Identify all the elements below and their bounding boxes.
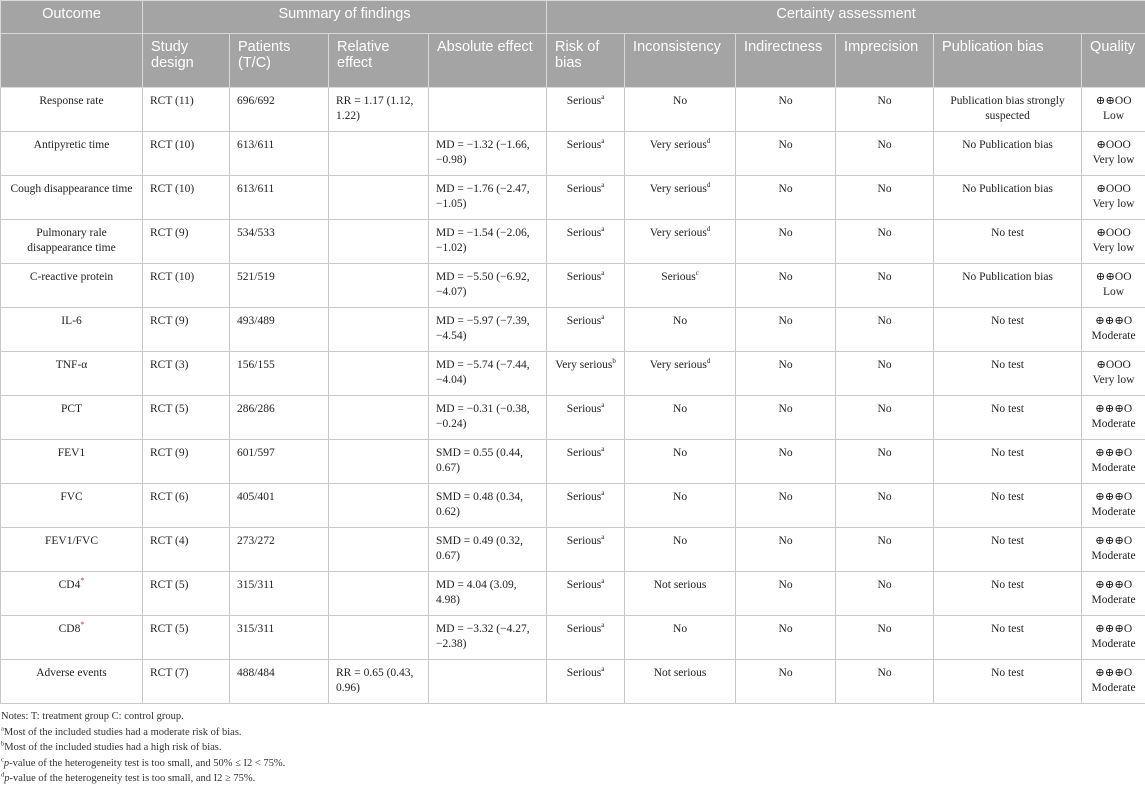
risk-of-bias-footnote: a	[601, 533, 604, 541]
quality-label: Moderate	[1089, 593, 1138, 608]
cell-outcome	[1, 264, 143, 308]
cell-outcome	[1, 572, 143, 616]
cell-inconsistency	[625, 440, 736, 484]
quality-symbols: ⊕⊕⊕O	[1089, 666, 1138, 681]
risk-of-bias-text: Serious	[567, 491, 602, 503]
risk-of-bias-text: Serious	[567, 667, 602, 679]
cell-study-design: RCT (11)	[143, 88, 230, 132]
table-row	[1, 220, 1145, 264]
cell-indirectness: No	[736, 176, 836, 220]
cell-quality	[1082, 440, 1145, 484]
cell-publication-bias: No test	[934, 616, 1082, 660]
header-absolute-effect: Absolute effect	[429, 34, 547, 88]
risk-of-bias-text: Serious	[567, 95, 602, 107]
inconsistency-footnote: d	[707, 181, 711, 189]
cell-quality	[1082, 528, 1145, 572]
cell-inconsistency	[625, 264, 736, 308]
cell-inconsistency	[625, 352, 736, 396]
table-notes	[0, 704, 1145, 787]
cell-inconsistency	[625, 88, 736, 132]
cell-outcome	[1, 352, 143, 396]
risk-of-bias-text: Serious	[567, 623, 602, 635]
cell-inconsistency	[625, 660, 736, 704]
risk-of-bias-text: Serious	[567, 271, 602, 283]
risk-of-bias-text: Serious	[567, 139, 602, 151]
header-quality: Quality	[1082, 34, 1145, 88]
cell-absolute-effect: SMD = 0.55 (0.44, 0.67)	[429, 440, 547, 484]
quality-label: Moderate	[1089, 505, 1138, 520]
risk-of-bias-footnote: a	[601, 401, 604, 409]
cell-absolute-effect: MD = −1.32 (−1.66, −0.98)	[429, 132, 547, 176]
cell-quality	[1082, 396, 1145, 440]
cell-patients: 315/311	[230, 572, 329, 616]
cell-patients: 613/611	[230, 132, 329, 176]
outcome-name: CD8	[59, 623, 81, 635]
header-indirectness: Indirectness	[736, 34, 836, 88]
cell-risk-of-bias	[547, 176, 625, 220]
outcome-name: Antipyretic time	[34, 139, 110, 151]
inconsistency-text: No	[673, 535, 687, 547]
inconsistency-text: No	[673, 403, 687, 415]
table-row	[1, 528, 1145, 572]
cell-patients: 534/533	[230, 220, 329, 264]
cell-risk-of-bias	[547, 132, 625, 176]
risk-of-bias-footnote: a	[601, 665, 604, 673]
cell-imprecision: No	[836, 176, 934, 220]
header-summary-of-findings: Summary of findings	[143, 1, 547, 34]
quality-label: Moderate	[1089, 417, 1138, 432]
quality-symbols: ⊕⊕OO	[1089, 94, 1138, 109]
inconsistency-footnote: d	[707, 137, 711, 145]
cell-outcome	[1, 484, 143, 528]
cell-indirectness: No	[736, 572, 836, 616]
quality-label: Very low	[1089, 153, 1138, 168]
cell-imprecision: No	[836, 396, 934, 440]
cell-imprecision: No	[836, 484, 934, 528]
cell-relative-effect	[329, 220, 429, 264]
cell-publication-bias: No Publication bias	[934, 264, 1082, 308]
inconsistency-text: No	[673, 447, 687, 459]
cell-quality	[1082, 220, 1145, 264]
cell-indirectness: No	[736, 440, 836, 484]
cell-outcome	[1, 660, 143, 704]
cell-absolute-effect: MD = −3.32 (−4.27, −2.38)	[429, 616, 547, 660]
inconsistency-text: No	[673, 623, 687, 635]
cell-study-design: RCT (10)	[143, 264, 230, 308]
cell-imprecision: No	[836, 528, 934, 572]
cell-study-design: RCT (4)	[143, 528, 230, 572]
cell-study-design: RCT (10)	[143, 176, 230, 220]
cell-relative-effect	[329, 528, 429, 572]
cell-patients: 405/401	[230, 484, 329, 528]
cell-publication-bias: No test	[934, 660, 1082, 704]
inconsistency-text: Very serious	[650, 227, 707, 239]
risk-of-bias-text: Serious	[567, 227, 602, 239]
cell-imprecision: No	[836, 440, 934, 484]
cell-risk-of-bias	[547, 660, 625, 704]
cell-quality	[1082, 660, 1145, 704]
note-b: $^b$Most of the included studies had a high risk of bias.	[1, 740, 1145, 756]
inconsistency-footnote: d	[707, 225, 711, 233]
cell-study-design: RCT (3)	[143, 352, 230, 396]
cell-publication-bias: No test	[934, 572, 1082, 616]
cell-absolute-effect: MD = 4.04 (3.09, 4.98)	[429, 572, 547, 616]
cell-publication-bias: No Publication bias	[934, 176, 1082, 220]
cell-study-design: RCT (5)	[143, 396, 230, 440]
cell-risk-of-bias	[547, 220, 625, 264]
cell-absolute-effect: MD = −5.97 (−7.39, −4.54)	[429, 308, 547, 352]
cell-absolute-effect: SMD = 0.48 (0.34, 0.62)	[429, 484, 547, 528]
cell-indirectness: No	[736, 308, 836, 352]
cell-imprecision: No	[836, 264, 934, 308]
cell-patients: 493/489	[230, 308, 329, 352]
table-row	[1, 396, 1145, 440]
risk-of-bias-footnote: a	[601, 621, 604, 629]
inconsistency-text: Very serious	[650, 139, 707, 151]
cell-absolute-effect: MD = −1.76 (−2.47, −1.05)	[429, 176, 547, 220]
cell-relative-effect: RR = 1.17 (1.12, 1.22)	[329, 88, 429, 132]
outcome-name: FVC	[60, 491, 82, 503]
quality-symbols: ⊕⊕⊕O	[1089, 446, 1138, 461]
quality-label: Moderate	[1089, 681, 1138, 696]
header-outcome-blank	[1, 34, 143, 88]
cell-imprecision: No	[836, 88, 934, 132]
outcome-name: PCT	[61, 403, 82, 415]
outcome-name: TNF-α	[56, 359, 88, 371]
cell-study-design: RCT (6)	[143, 484, 230, 528]
risk-of-bias-text: Serious	[567, 403, 602, 415]
header-publication-bias: Publication bias	[934, 34, 1082, 88]
quality-symbols: ⊕⊕⊕O	[1089, 534, 1138, 549]
quality-symbols: ⊕OOO	[1089, 358, 1138, 373]
cell-absolute-effect	[429, 660, 547, 704]
cell-indirectness: No	[736, 88, 836, 132]
cell-patients: 521/519	[230, 264, 329, 308]
outcome-name: CD4	[59, 579, 81, 591]
header-inconsistency: Inconsistency	[625, 34, 736, 88]
header-study-design: Study design	[143, 34, 230, 88]
cell-publication-bias: No test	[934, 308, 1082, 352]
quality-symbols: ⊕⊕⊕O	[1089, 314, 1138, 329]
cell-publication-bias: No test	[934, 484, 1082, 528]
quality-label: Moderate	[1089, 329, 1138, 344]
cell-relative-effect	[329, 176, 429, 220]
table-header	[1, 1, 1145, 88]
cell-inconsistency	[625, 132, 736, 176]
inconsistency-text: No	[673, 315, 687, 327]
cell-risk-of-bias	[547, 264, 625, 308]
cell-study-design: RCT (7)	[143, 660, 230, 704]
cell-outcome	[1, 440, 143, 484]
cell-study-design: RCT (10)	[143, 132, 230, 176]
cell-quality	[1082, 88, 1145, 132]
header-patients: Patients (T/C)	[230, 34, 329, 88]
risk-of-bias-footnote: a	[601, 313, 604, 321]
cell-quality	[1082, 308, 1145, 352]
outcome-marker: *	[80, 620, 84, 629]
cell-patients: 273/272	[230, 528, 329, 572]
risk-of-bias-footnote: a	[601, 269, 604, 277]
cell-outcome	[1, 616, 143, 660]
cell-patients: 696/692	[230, 88, 329, 132]
inconsistency-text: No	[673, 491, 687, 503]
cell-relative-effect	[329, 132, 429, 176]
quality-label: Moderate	[1089, 461, 1138, 476]
cell-inconsistency	[625, 616, 736, 660]
risk-of-bias-text: Serious	[567, 447, 602, 459]
risk-of-bias-text: Serious	[567, 579, 602, 591]
cell-absolute-effect	[429, 88, 547, 132]
cell-outcome	[1, 220, 143, 264]
cell-indirectness: No	[736, 352, 836, 396]
outcome-name: FEV1	[58, 447, 85, 459]
quality-label: Very low	[1089, 241, 1138, 256]
cell-risk-of-bias	[547, 352, 625, 396]
cell-quality	[1082, 352, 1145, 396]
cell-imprecision: No	[836, 660, 934, 704]
outcome-name: C-reactive protein	[30, 271, 113, 283]
cell-patients: 315/311	[230, 616, 329, 660]
cell-risk-of-bias	[547, 528, 625, 572]
cell-quality	[1082, 572, 1145, 616]
header-relative-effect: Relative effect	[329, 34, 429, 88]
table-row	[1, 440, 1145, 484]
quality-symbols: ⊕OOO	[1089, 138, 1138, 153]
cell-publication-bias: Publication bias strongly suspected	[934, 88, 1082, 132]
cell-indirectness: No	[736, 132, 836, 176]
risk-of-bias-footnote: a	[601, 577, 604, 585]
table-row	[1, 132, 1145, 176]
quality-symbols: ⊕⊕⊕O	[1089, 402, 1138, 417]
inconsistency-text: Serious	[661, 271, 696, 283]
cell-imprecision: No	[836, 616, 934, 660]
risk-of-bias-footnote: b	[612, 357, 616, 365]
cell-risk-of-bias	[547, 572, 625, 616]
cell-indirectness: No	[736, 484, 836, 528]
table-row	[1, 176, 1145, 220]
inconsistency-footnote: c	[696, 269, 699, 277]
cell-study-design: RCT (9)	[143, 220, 230, 264]
cell-absolute-effect: SMD = 0.49 (0.32, 0.67)	[429, 528, 547, 572]
risk-of-bias-footnote: a	[601, 489, 604, 497]
header-risk-of-bias: Risk of bias	[547, 34, 625, 88]
cell-study-design: RCT (5)	[143, 572, 230, 616]
table-row	[1, 88, 1145, 132]
cell-inconsistency	[625, 308, 736, 352]
cell-imprecision: No	[836, 308, 934, 352]
quality-label: Very low	[1089, 373, 1138, 388]
risk-of-bias-footnote: a	[601, 445, 604, 453]
cell-imprecision: No	[836, 572, 934, 616]
outcome-marker: *	[80, 576, 84, 585]
cell-relative-effect	[329, 616, 429, 660]
cell-outcome	[1, 132, 143, 176]
quality-label: Moderate	[1089, 637, 1138, 652]
cell-quality	[1082, 176, 1145, 220]
cell-relative-effect	[329, 396, 429, 440]
cell-risk-of-bias	[547, 396, 625, 440]
cell-quality	[1082, 264, 1145, 308]
quality-label: Moderate	[1089, 549, 1138, 564]
table-row	[1, 352, 1145, 396]
risk-of-bias-text: Serious	[567, 315, 602, 327]
cell-absolute-effect: MD = −5.74 (−7.44, −4.04)	[429, 352, 547, 396]
cell-absolute-effect: MD = −1.54 (−2.06, −1.02)	[429, 220, 547, 264]
cell-outcome	[1, 528, 143, 572]
quality-symbols: ⊕OOO	[1089, 182, 1138, 197]
cell-study-design: RCT (9)	[143, 308, 230, 352]
risk-of-bias-footnote: a	[601, 225, 604, 233]
cell-indirectness: No	[736, 264, 836, 308]
cell-quality	[1082, 616, 1145, 660]
cell-study-design: RCT (9)	[143, 440, 230, 484]
cell-inconsistency	[625, 528, 736, 572]
outcome-name: Adverse events	[36, 667, 107, 679]
inconsistency-text: Very serious	[650, 359, 707, 371]
cell-patients: 601/597	[230, 440, 329, 484]
table-row	[1, 484, 1145, 528]
cell-inconsistency	[625, 572, 736, 616]
quality-label: Low	[1089, 285, 1138, 300]
cell-patients: 156/155	[230, 352, 329, 396]
cell-relative-effect	[329, 440, 429, 484]
note-a: $^a$Most of the included studies had a moderate risk of bias.	[1, 725, 1145, 741]
cell-indirectness: No	[736, 396, 836, 440]
cell-relative-effect	[329, 308, 429, 352]
inconsistency-text: No	[673, 95, 687, 107]
quality-symbols: ⊕⊕⊕O	[1089, 622, 1138, 637]
risk-of-bias-text: Very serious	[555, 359, 612, 371]
cell-publication-bias: No test	[934, 440, 1082, 484]
outcome-name: IL-6	[61, 315, 81, 327]
cell-inconsistency	[625, 220, 736, 264]
cell-publication-bias: No test	[934, 220, 1082, 264]
outcome-name: Pulmonary rale disappearance time	[27, 227, 115, 254]
cell-imprecision: No	[836, 352, 934, 396]
cell-publication-bias: No test	[934, 396, 1082, 440]
cell-relative-effect	[329, 484, 429, 528]
cell-indirectness: No	[736, 220, 836, 264]
cell-risk-of-bias	[547, 88, 625, 132]
cell-relative-effect	[329, 572, 429, 616]
risk-of-bias-footnote: a	[601, 137, 604, 145]
cell-inconsistency	[625, 396, 736, 440]
cell-relative-effect	[329, 352, 429, 396]
quality-symbols: ⊕⊕OO	[1089, 270, 1138, 285]
cell-outcome	[1, 176, 143, 220]
cell-publication-bias: No test	[934, 528, 1082, 572]
header-imprecision: Imprecision	[836, 34, 934, 88]
table-row	[1, 308, 1145, 352]
quality-label: Low	[1089, 109, 1138, 124]
table-row	[1, 660, 1145, 704]
cell-relative-effect: RR = 0.65 (0.43, 0.96)	[329, 660, 429, 704]
cell-patients: 488/484	[230, 660, 329, 704]
quality-label: Very low	[1089, 197, 1138, 212]
quality-symbols: ⊕⊕⊕O	[1089, 490, 1138, 505]
cell-quality	[1082, 132, 1145, 176]
cell-study-design: RCT (5)	[143, 616, 230, 660]
header-outcome: Outcome	[1, 1, 143, 34]
inconsistency-footnote: d	[707, 357, 711, 365]
cell-publication-bias: No Publication bias	[934, 132, 1082, 176]
outcome-name: Cough disappearance time	[11, 183, 133, 195]
outcome-name: FEV1/FVC	[45, 535, 98, 547]
note-abbreviations: Notes: T: treatment group C: control group.	[1, 709, 1145, 725]
note-c: $^c$p-value of the heterogeneity test is too small, and 50% ≤ I2 < 75%.	[1, 756, 1145, 772]
cell-inconsistency	[625, 176, 736, 220]
cell-absolute-effect: MD = −0.31 (−0.38, −0.24)	[429, 396, 547, 440]
table-body	[1, 88, 1145, 704]
cell-risk-of-bias	[547, 484, 625, 528]
table-row	[1, 264, 1145, 308]
cell-absolute-effect: MD = −5.50 (−6.92, −4.07)	[429, 264, 547, 308]
risk-of-bias-text: Serious	[567, 535, 602, 547]
cell-outcome	[1, 396, 143, 440]
quality-symbols: ⊕OOO	[1089, 226, 1138, 241]
cell-risk-of-bias	[547, 440, 625, 484]
cell-outcome	[1, 308, 143, 352]
cell-imprecision: No	[836, 132, 934, 176]
cell-quality	[1082, 484, 1145, 528]
cell-imprecision: No	[836, 220, 934, 264]
cell-risk-of-bias	[547, 308, 625, 352]
inconsistency-text: Very serious	[650, 183, 707, 195]
cell-publication-bias: No test	[934, 352, 1082, 396]
inconsistency-text: Not serious	[654, 579, 707, 591]
risk-of-bias-footnote: a	[601, 93, 604, 101]
note-d: $^d$p-value of the heterogeneity test is too small, and I2 ≥ 75%.	[1, 771, 1145, 787]
table-row	[1, 616, 1145, 660]
cell-outcome	[1, 88, 143, 132]
cell-patients: 613/611	[230, 176, 329, 220]
quality-symbols: ⊕⊕⊕O	[1089, 578, 1138, 593]
cell-inconsistency	[625, 484, 736, 528]
header-certainty-assessment: Certainty assessment	[547, 1, 1145, 34]
outcome-name: Response rate	[39, 95, 103, 107]
cell-indirectness: No	[736, 616, 836, 660]
risk-of-bias-footnote: a	[601, 181, 604, 189]
cell-indirectness: No	[736, 660, 836, 704]
cell-relative-effect	[329, 264, 429, 308]
cell-indirectness: No	[736, 528, 836, 572]
table-row	[1, 572, 1145, 616]
cell-risk-of-bias	[547, 616, 625, 660]
inconsistency-text: Not serious	[654, 667, 707, 679]
cell-patients: 286/286	[230, 396, 329, 440]
risk-of-bias-text: Serious	[567, 183, 602, 195]
